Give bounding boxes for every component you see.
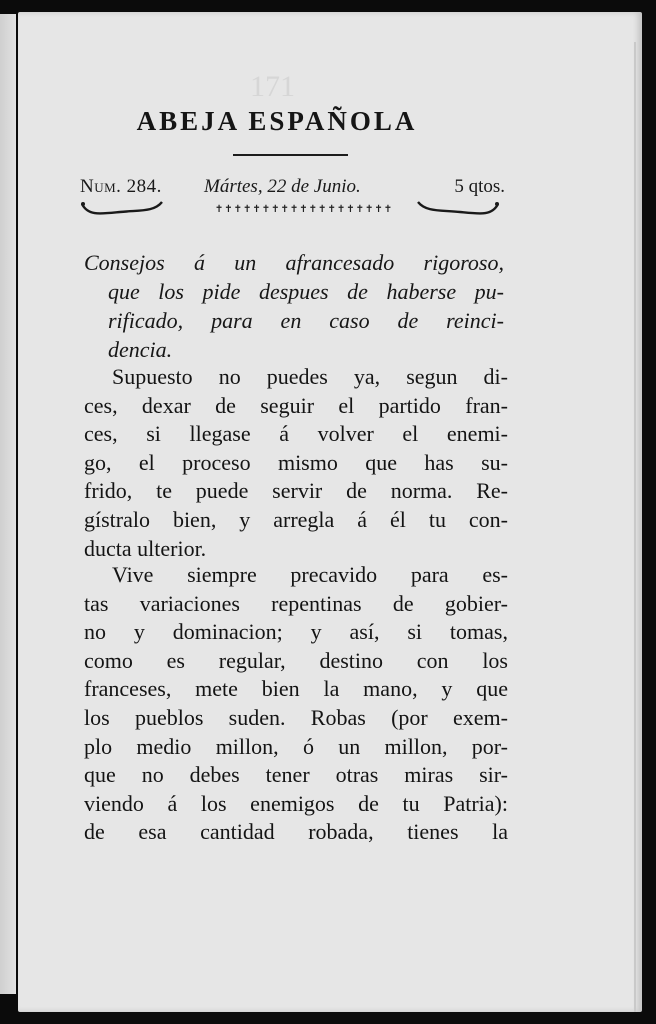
issue-price: 5 qtos. (454, 176, 505, 197)
right-swash-ornament (416, 200, 500, 218)
text-line: Vive siempre precavido para es- (112, 562, 508, 587)
adjacent-page-edge (0, 14, 16, 994)
paragraph-1 (84, 363, 508, 563)
text-line: como es regular, destino con los (84, 647, 508, 673)
text-line: ducta ulterior. (84, 535, 207, 561)
text-line: franceses, mete bien la mano, y que (84, 676, 508, 702)
text-line: no y dominacion; y así, si tomas, (84, 619, 508, 645)
text-line: Supuesto no puedes ya, segun di- (112, 364, 508, 389)
heading-line: que los pide despues de haberse pu- (108, 279, 504, 304)
text-line: frido, te puede servir de norma. Re- (84, 478, 508, 504)
text-line: go, el proceso mismo que has su- (84, 449, 508, 475)
left-swash-icon (80, 200, 164, 218)
dateline (80, 176, 505, 202)
left-swash-ornament (80, 200, 164, 218)
cross-ornament-row: ✝✝✝✝✝✝✝✝✝✝✝✝✝✝✝✝✝✝✝ (214, 204, 394, 215)
text-line: tas variaciones repentinas de gobier- (84, 590, 508, 616)
issue-date: Mártes, 22 de Junio. (204, 176, 361, 197)
text-line: gístralo bien, y arregla á él tu con- (84, 506, 508, 532)
heading-line: Consejos á un afrancesado rigoroso, (84, 250, 504, 275)
text-line: plo medio millon, ó un millon, por- (84, 733, 508, 759)
heading-line: dencia. (108, 337, 173, 362)
masthead-title: ABEJA ESPAÑOLA (136, 106, 418, 136)
text-line: viendo á los enemigos de tu Patria): (84, 790, 508, 816)
article-heading (84, 248, 504, 364)
text-line: de esa cantidad robada, tienes la (84, 819, 508, 845)
text-line: los pueblos suden. Robas (por exem- (84, 704, 508, 730)
page-edge-shadow (634, 42, 636, 1012)
text-line: que no debes tener otras miras sir- (84, 762, 508, 788)
text-line: ces, dexar de seguir el partido fran- (84, 392, 508, 418)
issue-number: Num. 284. (80, 176, 162, 197)
paragraph-2 (84, 561, 508, 847)
right-swash-icon (416, 200, 500, 218)
text-line: ces, si llegase á volver el enemi- (84, 421, 508, 447)
heading-line: rificado, para en caso de reinci- (108, 308, 504, 333)
masthead-rule (233, 154, 348, 156)
page-number: 171 (250, 70, 295, 103)
